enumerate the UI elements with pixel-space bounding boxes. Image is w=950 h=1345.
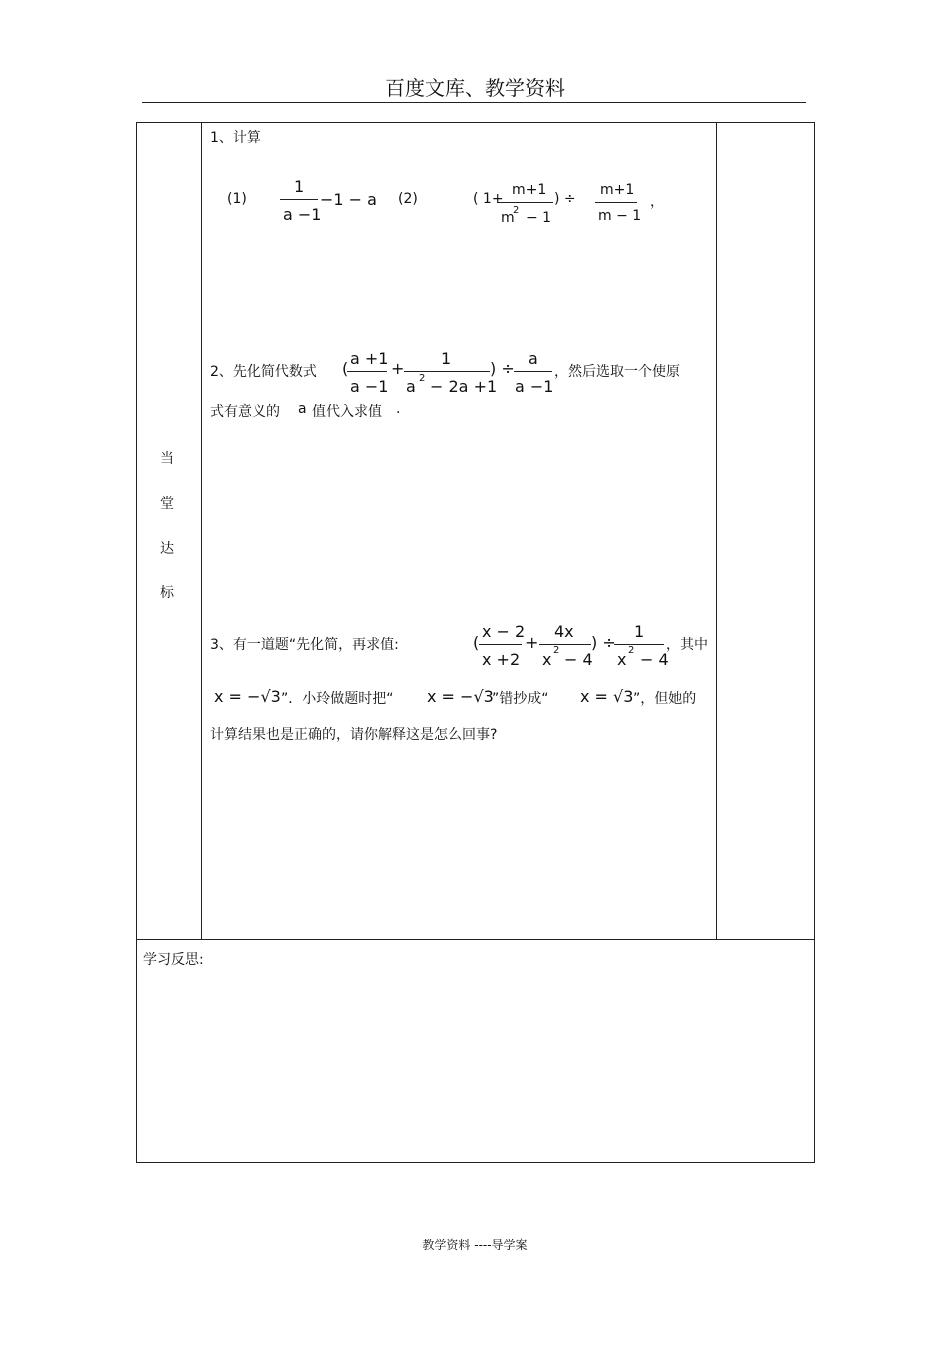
side-label-char: 当 — [160, 451, 174, 467]
period: . — [396, 401, 401, 417]
fraction-numerator: a +1 — [350, 349, 389, 368]
question-2-line2-tail: 值代入求值 — [312, 404, 382, 420]
question-1-heading: 1、计算 — [210, 130, 261, 146]
exponent: 2 — [628, 645, 635, 656]
fraction-denominator-tail: − 4 — [640, 650, 669, 669]
part-1-label: (1) — [227, 191, 247, 207]
fraction-denominator: m − 1 — [598, 208, 642, 224]
close-paren-divide: ) ÷ — [591, 633, 616, 652]
fraction-numerator: a — [528, 349, 538, 368]
header-divider — [142, 102, 806, 103]
open-paren: ( 1+ — [473, 191, 504, 207]
part-2-label: (2) — [398, 191, 418, 207]
question-3-after: ，其中 — [666, 637, 708, 653]
fraction-denominator: x — [617, 650, 627, 669]
fraction-denominator-tail: − 2a +1 — [430, 377, 498, 396]
exponent: 2 — [419, 373, 426, 384]
question-3-lead: 3、有一道题“先化简，再求值: — [210, 637, 399, 653]
table-bottom-border — [136, 1162, 815, 1163]
fraction-denominator: x — [542, 650, 552, 669]
exponent: 2 — [513, 205, 520, 216]
fraction-numerator: m+1 — [600, 182, 635, 198]
page-footer: 教学资料 ----导学案 — [422, 1238, 528, 1252]
fraction-denominator: x +2 — [482, 650, 521, 669]
fraction-numerator: 1 — [634, 622, 645, 641]
fraction-bar — [595, 202, 637, 203]
close-paren-divide: ) ÷ — [554, 191, 576, 207]
fraction-numerator: m+1 — [512, 182, 547, 198]
question-3-mid1: ”．小玲做题时把“ — [281, 691, 394, 707]
fraction-denominator-tail: − 4 — [564, 650, 593, 669]
open-paren: ( — [342, 359, 349, 378]
question-2-line2: 式有意义的 — [210, 404, 280, 420]
table-col-divider-right — [716, 122, 717, 940]
equation-x-neg-sqrt3: x = −√3 — [214, 687, 281, 706]
question-2-after: ，然后选取一个使原 — [554, 364, 680, 380]
fraction-numerator: 4x — [554, 622, 574, 641]
fraction-numerator: 1 — [294, 177, 305, 196]
side-label-char: 标 — [160, 585, 174, 601]
side-label-char: 达 — [160, 541, 174, 557]
table-col-divider-left — [201, 122, 202, 940]
table-middle-border — [136, 939, 815, 940]
expression-tail: −1 − a — [320, 190, 377, 209]
question-3-mid2: ”错抄成“ — [492, 691, 549, 707]
table-left-border — [136, 122, 137, 1163]
fraction-bar — [479, 644, 522, 645]
question-3-mid3: ”，但她的 — [633, 691, 697, 707]
question-3-line3: 计算结果也是正确的，请你解释这是怎么回事? — [210, 727, 498, 743]
fraction-bar — [514, 371, 552, 372]
fraction-numerator: 1 — [441, 349, 452, 368]
plus-sign: + — [525, 633, 539, 652]
fraction-bar — [404, 371, 490, 372]
fraction-denominator-tail: − 1 — [526, 210, 552, 226]
variable-a: a — [298, 401, 307, 417]
fraction-denominator: a −1 — [283, 205, 322, 224]
equation-x-sqrt3: x = √3 — [580, 687, 634, 706]
fraction-denominator: m — [501, 210, 515, 226]
fraction-numerator: x − 2 — [482, 622, 526, 641]
page-title: 百度文库、教学资料 — [385, 76, 565, 100]
comma: ， — [650, 194, 664, 210]
fraction-denominator: a −1 — [350, 377, 389, 396]
close-paren-divide: ) ÷ — [490, 359, 515, 378]
open-paren: ( — [473, 633, 480, 652]
fraction-bar — [347, 371, 387, 372]
fraction-bar — [614, 644, 664, 645]
table-right-border — [814, 122, 815, 1163]
side-label-char: 堂 — [160, 496, 174, 512]
plus-sign: + — [391, 359, 405, 378]
fraction-bar — [280, 199, 318, 200]
fraction-denominator: a −1 — [515, 377, 554, 396]
table-top-border — [136, 122, 815, 123]
fraction-bar — [497, 202, 553, 203]
reflection-label: 学习反思: — [143, 952, 204, 968]
fraction-bar — [539, 644, 591, 645]
exponent: 2 — [553, 645, 560, 656]
equation-x-neg-sqrt3: x = −√3 — [427, 687, 494, 706]
question-2-lead: 2、先化简代数式 — [210, 364, 317, 380]
fraction-denominator: a — [406, 377, 416, 396]
